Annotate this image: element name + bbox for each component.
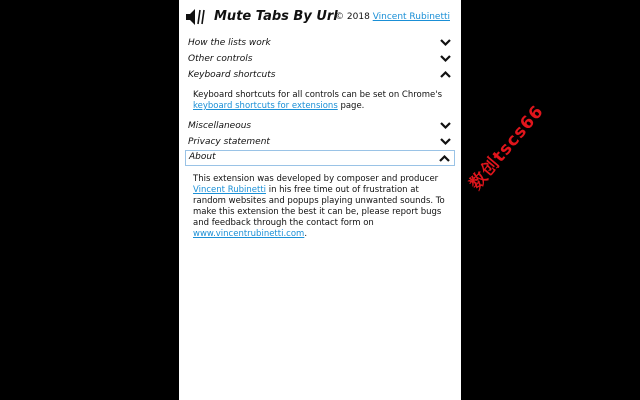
chevron-down-icon (440, 121, 451, 130)
section-how-lists-work[interactable] (185, 36, 455, 50)
keyboard-shortcuts-content (193, 90, 453, 112)
section-label: Other controls (188, 54, 253, 64)
section-label: Privacy statement (188, 137, 270, 147)
keyboard-text-end: page. (337, 101, 365, 111)
chevron-up-icon (439, 154, 450, 163)
section-about[interactable] (185, 150, 455, 166)
chevron-up-icon (440, 70, 451, 79)
keyboard-text: Keyboard shortcuts for all controls can be set on Chrome's (193, 90, 443, 100)
about-text-end: . (304, 229, 308, 239)
options-panel (179, 0, 461, 400)
header (179, 0, 461, 34)
section-label: Keyboard shortcuts (188, 70, 276, 80)
section-other-controls[interactable] (185, 52, 455, 66)
about-text: in his free time out of frustration at random websites and popups playing unwanted sounds. To make this extension the best it can be, please report bugs and feedback through the contact form on (193, 185, 445, 228)
speaker-mute-icon (185, 8, 207, 26)
author-link[interactable]: Vincent Rubinetti (372, 12, 450, 22)
section-miscellaneous[interactable] (185, 119, 455, 133)
chevron-down-icon (440, 137, 451, 146)
about-content (193, 174, 453, 240)
author-link[interactable]: Vincent Rubinetti (193, 185, 267, 195)
section-label: How the lists work (188, 38, 271, 48)
section-label: About (189, 152, 216, 162)
copyright-prefix: © 2018 (335, 12, 373, 22)
keyboard-shortcuts-link[interactable]: keyboard shortcuts for extensions (193, 101, 338, 111)
section-privacy-statement[interactable] (185, 135, 455, 149)
copyright (335, 12, 450, 22)
section-keyboard-shortcuts[interactable] (185, 68, 455, 82)
watermark: 数创tscs66 (465, 101, 549, 195)
app-title: Mute Tabs By Url (214, 9, 338, 24)
about-text: This extension was developed by composer and producer (193, 174, 439, 184)
section-label: Miscellaneous (188, 121, 252, 131)
chevron-down-icon (440, 54, 451, 63)
chevron-down-icon (440, 38, 451, 47)
website-link[interactable]: www.vincentrubinetti.com (193, 229, 305, 239)
